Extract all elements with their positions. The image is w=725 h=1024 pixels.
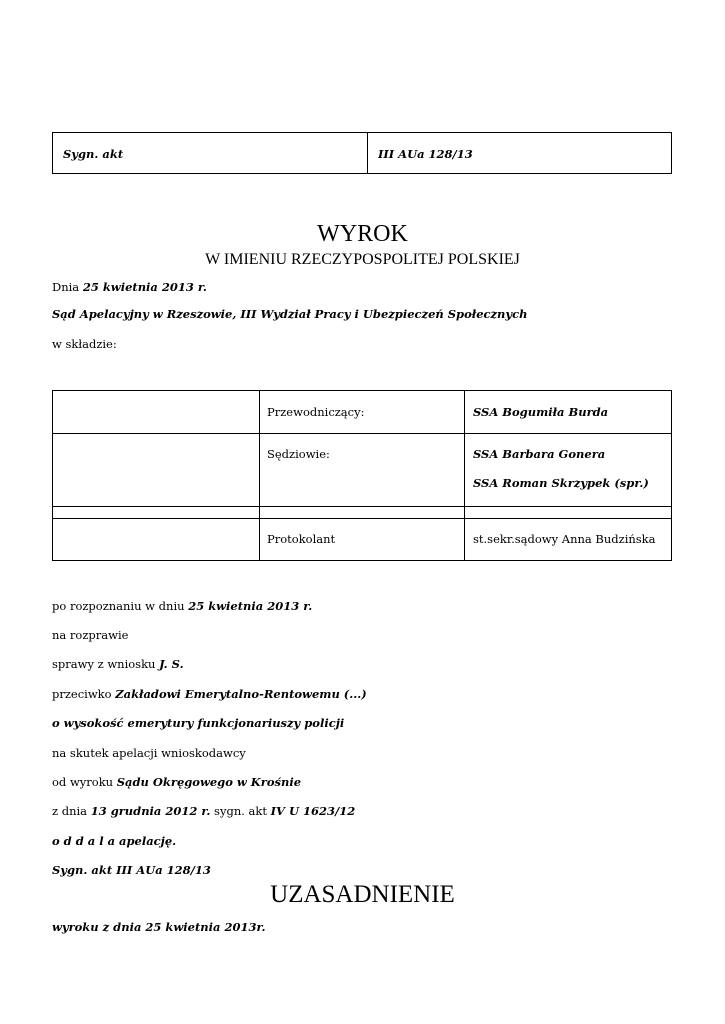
judgment-subtitle: W IMIENIU RZECZYPOSPOLITEJ POLSKIEJ xyxy=(205,251,520,268)
date-line xyxy=(52,280,207,294)
lower-court: Sądu Okręgowego w Krośnie xyxy=(116,775,302,789)
body-line xyxy=(52,657,184,671)
clerk-name: st.sekr.sądowy Anna Budzińska xyxy=(473,532,656,546)
hearing-date: 25 kwietnia 2013 r. xyxy=(188,599,313,613)
applicant: J. S. xyxy=(159,657,184,671)
composition-table xyxy=(52,390,672,561)
text: sygn. akt xyxy=(210,804,271,818)
row-divider xyxy=(53,506,671,507)
body-line xyxy=(52,599,312,613)
row-divider xyxy=(53,518,671,519)
chair-label: Przewodniczący: xyxy=(267,405,365,419)
text: od wyroku xyxy=(52,775,117,789)
column-divider xyxy=(259,391,260,560)
body-line: na rozprawie xyxy=(52,628,129,642)
case-subject: o wysokość emerytury funkcjonariuszy policji xyxy=(52,716,345,730)
lower-judgment-date: 13 grudnia 2012 r. xyxy=(90,804,211,818)
body-line xyxy=(52,775,301,789)
text: z dnia xyxy=(52,804,91,818)
judges-label: Sędziowie: xyxy=(267,447,330,461)
text: sprawy z wniosku xyxy=(52,657,160,671)
judge-name-2: SSA Roman Skrzypek (spr.) xyxy=(473,476,649,490)
respondent: Zakładowi Emerytalno-Rentowemu (...) xyxy=(115,687,367,701)
justification-subtitle: wyroku z dnia 25 kwietnia 2013r. xyxy=(52,920,266,934)
judgment-date: 25 kwietnia 2013 r. xyxy=(82,280,207,294)
text: po rozpoznaniu w dniu xyxy=(52,599,189,613)
clerk-label: Protokolant xyxy=(267,532,336,546)
chair-name: SSA Bogumiła Burda xyxy=(473,405,609,419)
body-line: na skutek apelacji wnioskodawcy xyxy=(52,746,246,760)
verdict: o d d a l a apelację. xyxy=(52,834,177,848)
lower-case-number: IV U 1623/12 xyxy=(270,804,356,818)
column-divider xyxy=(464,391,465,560)
signature-table xyxy=(52,132,672,174)
body-line xyxy=(52,687,367,701)
signature-repeat: Sygn. akt III AUa 128/13 xyxy=(52,863,211,877)
judgment-title: WYROK xyxy=(317,221,408,247)
date-prefix: Dnia xyxy=(52,280,83,294)
court-name: Sąd Apelacyjny w Rzeszowie, III Wydział Pracy i Ubezpieczeń Społecznych xyxy=(52,307,528,321)
row-divider xyxy=(53,433,671,434)
judge-name-1: SSA Barbara Gonera xyxy=(473,447,606,461)
justification-title: UZASADNIENIE xyxy=(270,881,455,908)
text: przeciwko xyxy=(52,687,116,701)
body-line xyxy=(52,804,355,818)
signature-value: III AUa 128/13 xyxy=(378,147,473,161)
composition-label: w składzie: xyxy=(52,337,117,351)
signature-label: Sygn. akt xyxy=(53,133,368,173)
